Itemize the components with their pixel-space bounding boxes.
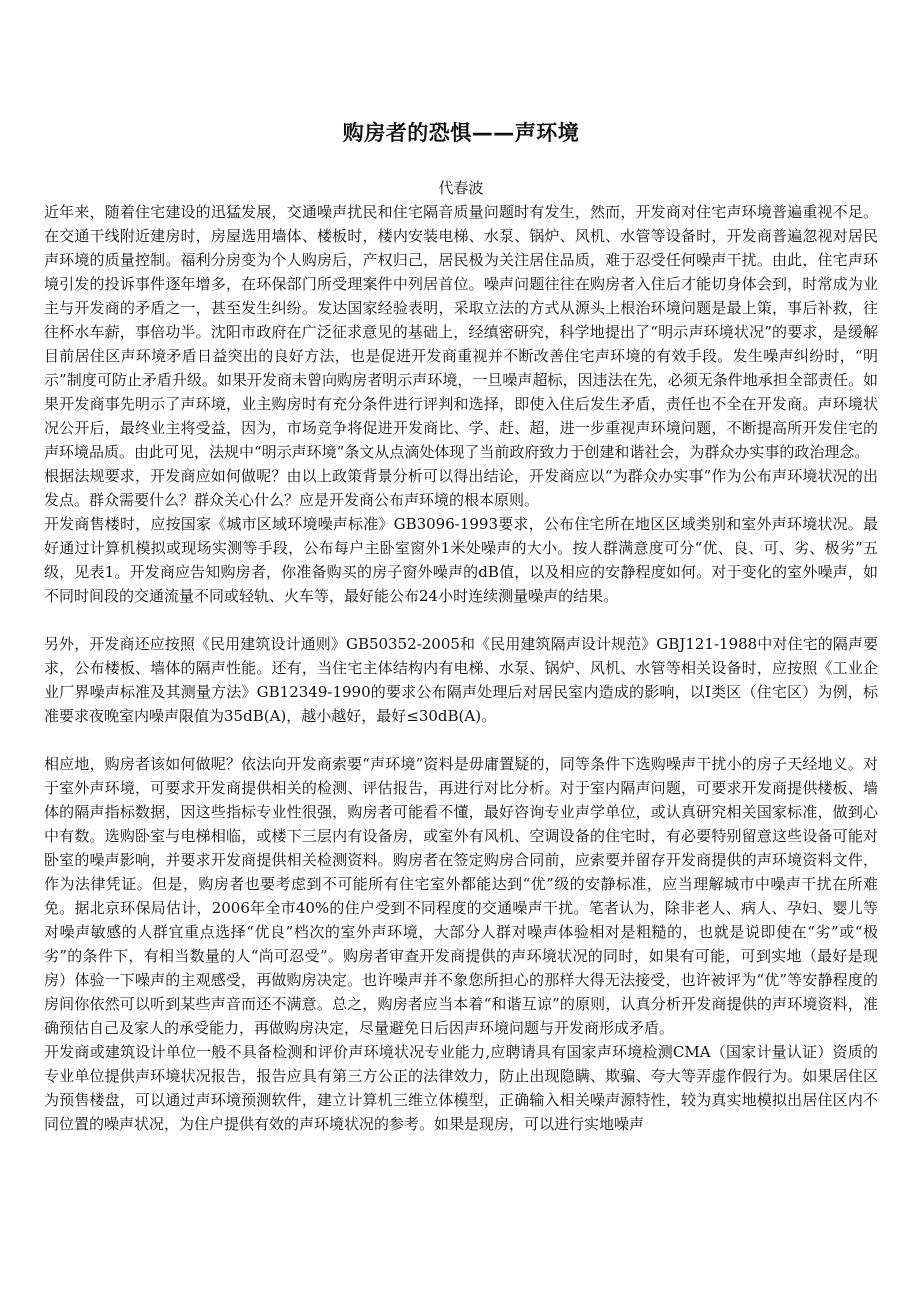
paragraph-1: 近年来，随着住宅建设的迅猛发展，交通噪声扰民和住宅隔音质量问题时有发生，然而，开发商对住宅声环境普遍重视不足。在交通干线附近建房时，房屋选用墙体、楼板时，楼内安装电梯、水泵、锅炉、风机、水管等设备时，开发商普遍忽视对居民声环境的质量控制。福利分房变为个人购房后，产权归己，居民极为关注居住品质，难于忍受任何噪声干扰。由此，住宅声环境引发的投诉事件逐年增多，在环保部门所受理案件中列居首位。噪声问题往往在购房者入住后才能切身体会到，时常成为业主与开发商的矛盾之一，甚至发生纠纷。发达国家经验表明，采取立法的方式从源头上根治环境问题是最上策，事后补救，往往杯水车薪，事倍功半。沈阳市政府在广泛征求意见的基础上，经缜密研究，科学地提出了“明示声环境状况”的要求，是缓解目前居住区声环境矛盾日益突出的良好方法，也是促进开发商重视并不断改善住宅声环境的有效手段。发生噪声纠纷时，“明示”制度可防止矛盾升级。如果开发商未曾向购房者明示声环境，一旦噪声超标，因违法在先，必须无条件地承担全部责任。如果开发商事先明示了声环境，业主购房时有充分条件进行评判和选择，即使入住后发生矛盾，责任也不全在开发商。声环境状况公开后，最终业主将受益，因为，市场竞争将促进开发商比、学、赶、超，进一步重视声环境问题，不断提高所开发住宅的声环境品质。由此可见，法规中“明示声环境”条文从点滴处体现了当前政府致力于创建和谐社会，为群众办实事的政治理念。 — [44, 203, 878, 461]
paragraph-5: 相应地，购房者该如何做呢？依法向开发商索要“声环境”资料是毋庸置疑的，同等条件下选购噪声干扰小的房子天经地义。对于室外声环境，可要求开发商提供相关的检测、评估报告，再进行对比分析。对于室内隔声问题，可要求开发商提供楼板、墙体的隔声指标数据，因这些指标专业性很强，购房者可能看不懂，最好咨询专业声学单位，或认真研究相关国家标准，做到心中有数。选购卧室与电梯相临，或楼下三层内有设备房，或室外有风机、空调设备的住宅时，有必要特别留意这些设备可能对卧室的噪声影响，并要求开发商提供相关检测资料。购房者在签定购房合同前，应索要并留存开发商提供的声环境资料文件，作为法律凭证。但是，购房者也要考虑到不可能所有住宅室外都能达到“优”级的安静标准，应当理解城市中噪声干扰在所难免。据北京环保局估计，2006年全市40%的住户受到不同程度的交通噪声干扰。笔者认为，除非老人、病人、孕妇、婴儿等对噪声敏感的人群宜重点选择“优良”档次的室外声环境，大部分人群对噪声体验相对是粗糙的，也就是说即使在“劣”或“极劣”的条件下，有相当数量的人“尚可忍受”。购房者审查开发商提供的声环境状况的同时，如果有可能，可到实地（最好是现房）体验一下噪声的主观感受，再做购房决定。也许噪声并不象您所担心的那样大得无法接受，也许被评为“优”等安静程度的房间你依然可以听到某些声音而还不满意。总之，购房者应当本着“和谐互谅”的原则，认真分析开发商提供的声环境资料，准确预估自己及家人的承受能力，再做购房决定，尽量避免日后因声环境问题与开发商形成矛盾。 — [44, 755, 878, 1037]
paragraph-gap — [44, 608, 878, 632]
paragraph-4: 另外，开发商还应按照《民用建筑设计通则》GB50352-2005和《民用建筑隔声设计规范》GBJ121-1988中对住宅的隔声要求，公布楼板、墙体的隔声性能。还有，当住宅主体结构内有电梯、水泵、锅炉、风机、水管等相关设备时，应按照《工业企业厂界噪声标准及其测量方法》GB12349-1990的要求公布隔声处理后对居民室内造成的影响，以I类区（住宅区）为例，标准要求夜晚室内噪声限值为35dB(A)，越小越好，最好≤30dB(A)。 — [44, 635, 878, 725]
paragraph-3: 开发商售楼时，应按国家《城市区域环境噪声标准》GB3096-1993要求，公布住宅所在地区区域类别和室外声环境状况。最好通过计算机模拟或现场实测等手段，公布每户主卧室窗外1米处噪声的大小。按人群满意度可分“优、良、可、劣、极劣”五级，见表1。开发商应告知购房者，你准备购买的房子窗外噪声的dB值，以及相应的安静程度如何。对于变化的室外噪声，如不同时间段的交通流量不同或轻轨、火车等，最好能公布24小时连续测量噪声的结果。 — [44, 515, 878, 605]
paragraph-6: 开发商或建筑设计单位一般不具备检测和评价声环境状况专业能力,应聘请具有国家声环境检测CMA（国家计量认证）资质的专业单位提供声环境状况报告，报告应具有第三方公正的法律效力，防止出现隐瞒、欺骗、夸大等弄虚作假行为。如果居住区为预售楼盘，可以通过声环境预测软件，建立计算机三维立体模型，正确输入相关噪声源特性，较为真实地模拟出居住区内不同位置的噪声状况，为住户提供有效的声环境状况的参考。如果是现房，可以进行实地噪声 — [44, 1043, 878, 1133]
author-name: 代春波 — [438, 179, 484, 197]
paragraph-2: 根据法规要求，开发商应如何做呢？由以上政策背景分析可以得出结论，开发商应以“为群众办实事”作为公布声环境状况的出发点。群众需要什么？群众关心什么？应是开发商公布声环境的根本原则。 — [44, 467, 878, 509]
document-title: 购房者的恐惧——声环境 — [342, 121, 580, 145]
paragraph-gap — [44, 728, 878, 752]
document-page — [44, 118, 878, 1136]
